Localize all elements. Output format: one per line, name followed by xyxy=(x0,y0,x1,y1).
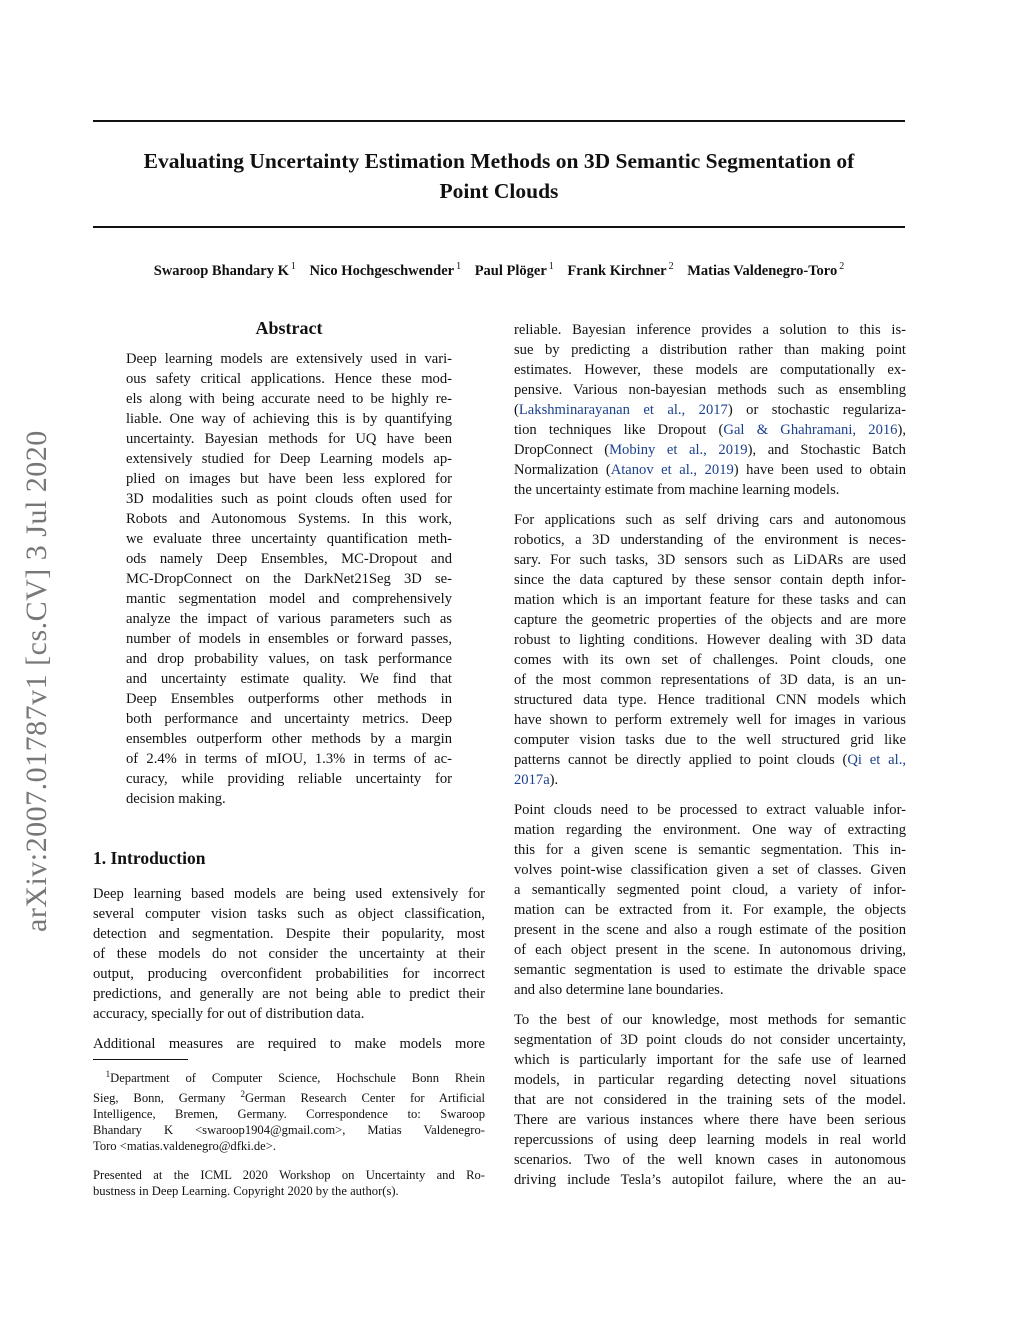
abstract-line: liable. One way of achieving this is by quantifying xyxy=(126,411,452,427)
body-line: estimates. However, these models are computationally ex- xyxy=(514,362,906,378)
venue-line: bustness in Deep Learning. Copyright 2020 by the author(s). xyxy=(93,1184,399,1198)
intro-line: accuracy, specially for out of distribution data. xyxy=(93,1006,365,1022)
body-line: semantic segmentation is used to estimate the drivable space xyxy=(514,962,906,978)
paper-title-line-2: Point Clouds xyxy=(439,179,559,203)
body-line: mation which is an important feature for these tasks and can xyxy=(514,592,906,608)
body-line: driving include Tesla’s autopilot failure, where the an au- xyxy=(514,1172,906,1188)
abstract-line: MC-DropConnect on the DarkNet21Seg 3D se- xyxy=(126,571,452,587)
abstract-line: Deep Ensembles outperforms other methods in xyxy=(126,691,452,707)
body-line: (Lakshminarayanan et al., 2017) or stochastic regulariza- xyxy=(514,402,906,418)
abstract-line: ous safety critical applications. Hence these mod- xyxy=(126,371,452,387)
affiliation-footnote xyxy=(93,1066,485,1154)
body-line: tion techniques like Dropout (Gal & Ghahramani, 2016), xyxy=(514,422,906,438)
abstract-line: curacy, while providing reliable uncertainty for xyxy=(126,771,452,787)
intro-line: Deep learning based models are being used extensively for xyxy=(93,886,485,902)
right-column xyxy=(514,320,906,1190)
body-line: models, in particular regarding detecting novel situations xyxy=(514,1072,906,1088)
intro-line: output, producing overconfident probabilities for incorrect xyxy=(93,966,485,982)
body-line: robotics, a 3D understanding of the environment is neces- xyxy=(514,532,906,548)
body-line: mation can be extracted from it. For example, the objects xyxy=(514,902,906,918)
body-line: computer vision tasks due to the well structured grid like xyxy=(514,732,906,748)
body-line: a semantically segmented point cloud, a variety of infor- xyxy=(514,882,906,898)
intro-line: several computer vision tasks such as object classification, xyxy=(93,906,485,922)
intro-line: of these models do not consider the uncertainty at their xyxy=(93,946,485,962)
body-line: volves point-wise classification given a set of classes. Given xyxy=(514,862,906,878)
body-line: 2017a). xyxy=(514,772,559,788)
body-line: which is particularly important for the safe use of learned xyxy=(514,1052,906,1068)
venue-line: Presented at the ICML 2020 Workshop on Uncertainty and Ro- xyxy=(93,1168,485,1182)
section-heading-introduction: 1. Introduction xyxy=(93,848,206,868)
author: Matias Valdenegro-Toro $^2$ xyxy=(687,261,845,279)
body-line: There are various instances where there have been serious xyxy=(514,1112,906,1128)
body-line: comes with its own set of challenges. Point clouds, one xyxy=(514,652,906,668)
body-line: structured data type. Hence traditional CNN models which xyxy=(514,692,906,708)
body-line: For applications such as self driving cars and autonomous xyxy=(514,512,906,528)
body-line: capture the geometric properties of the objects and are more xyxy=(514,612,906,628)
abstract-line: and uncertainty estimate quality. We find that xyxy=(126,671,452,687)
author: Paul Plöger $^1$ xyxy=(474,261,554,279)
abstract-line: decision making. xyxy=(126,791,226,807)
body-line: reliable. Bayesian inference provides a solution to this is- xyxy=(514,322,906,338)
body-line: repercussions of using deep learning models in real world xyxy=(514,1132,906,1148)
footnote-line: $^1$Department of Computer Science, Hochschule Bonn Rhein xyxy=(105,1069,485,1086)
body-line: of each object present in the scene. In autonomous driving, xyxy=(514,942,906,958)
paper-title-line-1: Evaluating Uncertainty Estimation Methods on 3D Semantic Segmentation of xyxy=(143,149,855,173)
body-line: that are not considered in the training sets of the model. xyxy=(514,1092,906,1108)
author: Nico Hochgeschwender $^1$ xyxy=(309,261,462,279)
body-line: DropConnect (Mobiny et al., 2019), and Stochastic Batch xyxy=(514,442,906,458)
body-line: sary. For such tasks, 3D sensors such as LiDARs are used xyxy=(514,552,906,568)
abstract-line: plied on images but have been less explored for xyxy=(126,471,452,487)
citation-link[interactable]: Atanov et al., 2019 xyxy=(610,462,734,478)
citation-link[interactable]: Mobiny et al., 2019 xyxy=(609,442,748,458)
body-line: robust to lighting conditions. However dealing with 3D data xyxy=(514,632,906,648)
intro-line: Additional measures are required to make models more xyxy=(93,1036,485,1052)
abstract-line: ensembles outperform other methods by a margin xyxy=(126,731,452,747)
body-line: Point clouds need to be processed to extract valuable infor- xyxy=(514,802,906,818)
arxiv-identifier-stamp: arXiv:2007.01787v1 [cs.CV] 3 Jul 2020 xyxy=(20,430,53,932)
body-line: To the best of our knowledge, most methods for semantic xyxy=(514,1012,906,1028)
abstract-line: extensively studied for Deep Learning models ap- xyxy=(126,451,452,467)
venue-notice xyxy=(93,1167,485,1199)
abstract-line: 3D modalities such as point clouds often used for xyxy=(126,491,452,507)
body-line: sue by predicting a distribution rather than making point xyxy=(514,342,906,358)
body-line: the uncertainty estimate from machine learning models. xyxy=(514,482,840,498)
body-line: this for a given scene is semantic segmentation. This in- xyxy=(514,842,906,858)
citation-link[interactable]: Lakshminarayanan et al., 2017 xyxy=(518,402,728,418)
title-rule-bottom xyxy=(93,226,905,228)
body-line: have shown to perform extremely well for images in various xyxy=(514,712,906,728)
author: Frank Kirchner $^2$ xyxy=(567,261,674,279)
abstract-line: number of models in ensembles or forward passes, xyxy=(126,631,452,647)
footnote-rule xyxy=(93,1059,188,1060)
body-line: mation regarding the environment. One way of extracting xyxy=(514,822,906,838)
title-rule-top xyxy=(93,120,905,122)
introduction-body xyxy=(93,884,485,1054)
abstract-line: both performance and uncertainty metrics. Deep xyxy=(126,711,452,727)
body-line: of the most common representations of 3D data, is an un- xyxy=(514,672,906,688)
abstract-line: mantic segmentation model and comprehensively xyxy=(126,591,452,607)
body-line: pensive. Various non-bayesian methods such as ensembling xyxy=(514,382,906,398)
body-line: since the data captured by these sensor contain depth infor- xyxy=(514,572,906,588)
body-line: segmentation of 3D point clouds do not consider uncertainty, xyxy=(514,1032,906,1048)
abstract-line: of 2.4% in terms of mIOU, 1.3% in terms of ac- xyxy=(126,751,452,767)
body-line: present in the scene and also a rough estimate of the position xyxy=(514,922,906,938)
abstract-line: ods namely Deep Ensembles, MC-Dropout and xyxy=(126,551,452,567)
citation-link[interactable]: Gal & Ghahramani, 2016 xyxy=(723,422,898,438)
citation-link[interactable]: Qi et al., xyxy=(847,752,906,768)
body-line: Normalization (Atanov et al., 2019) have been used to obtain xyxy=(514,462,906,478)
body-line: patterns cannot be directly applied to point clouds (Qi et al., xyxy=(514,752,906,768)
footnote-line: Intelligence, Bremen, Germany. Correspondence to: Swaroop xyxy=(93,1107,485,1122)
author-list xyxy=(93,261,905,280)
abstract-line: and drop probability values, on task performance xyxy=(126,651,452,667)
intro-line: predictions, and generally are not being able to predict their xyxy=(93,986,485,1002)
body-line: scenarios. Two of the well known cases in autonomous xyxy=(514,1152,906,1168)
abstract-body xyxy=(126,349,452,809)
abstract-line: Robots and Autonomous Systems. In this work, xyxy=(126,511,452,527)
abstract-line: analyze the impact of various parameters such as xyxy=(126,611,452,627)
abstract-heading: Abstract xyxy=(255,318,323,338)
abstract-line: we evaluate three uncertainty quantification meth- xyxy=(126,531,452,547)
intro-line: detection and segmentation. Despite their popularity, most xyxy=(93,926,485,942)
footnote-line: Toro <matias.valdenegro@dfki.de>. xyxy=(93,1139,276,1154)
body-line: and also determine lane boundaries. xyxy=(514,982,724,998)
footnote-line: Bhandary K <swaroop1904@gmail.com>, Matias Valdenegro- xyxy=(93,1123,485,1138)
abstract-line: Deep learning models are extensively used in vari- xyxy=(126,351,452,367)
citation-link[interactable]: 2017a xyxy=(514,772,550,788)
abstract-line: els along with being accurate need to be highly re- xyxy=(126,391,452,407)
footnote-line: Sieg, Bonn, Germany $^2$German Research Center for Artificial xyxy=(93,1089,485,1106)
abstract-line: uncertainty. Bayesian methods for UQ have been xyxy=(126,431,452,447)
author: Swaroop Bhandary K $^1$ xyxy=(153,261,296,279)
